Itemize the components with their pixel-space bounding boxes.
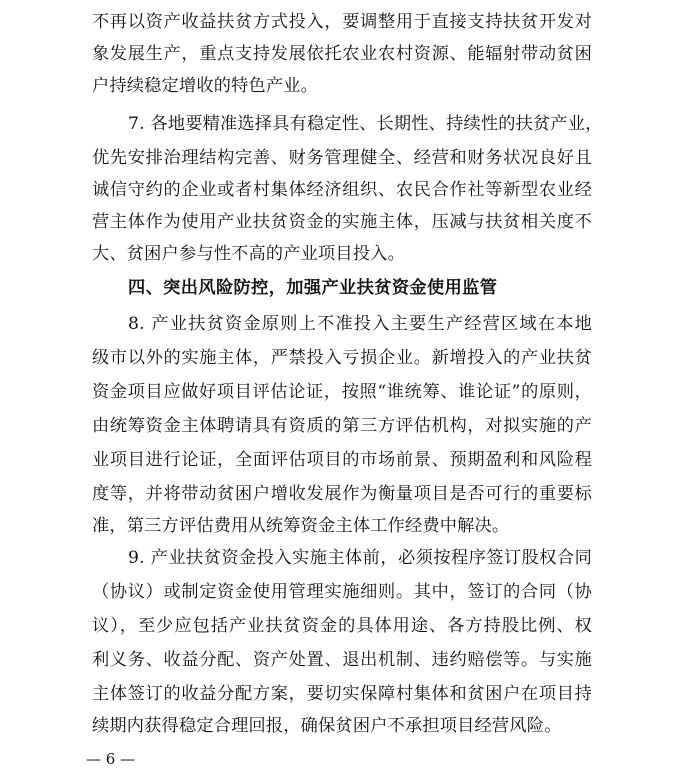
paragraph-item7-line: 大、贫困户参与性不高的产业项目投入。 [92, 244, 405, 264]
paragraph-continuation-line: 户持续稳定增收的特色产业。 [92, 76, 319, 96]
paragraph-item7-line: 优先安排治理结构完善、财务管理健全、经营和财务状况良好且 [92, 148, 592, 168]
paragraph-item8-line: 资金项目应做好项目评估论证，按照“谁统筹、谁论证”的原则， [92, 382, 592, 402]
paragraph-continuation-line: 不再以资产收益扶贫方式投入，要调整用于直接支持扶贫开发对 [92, 12, 592, 32]
section-heading: 四、突出风险防控，加强产业扶贫资金使用监管 [128, 278, 498, 298]
paragraph-item7-line: 7. 各地要精准选择具有稳定性、长期性、持续性的扶贫产业， [128, 114, 603, 134]
paragraph-item9-line: 续期内获得稳定合理回报，确保贫困户不承担项目经营风险。 [92, 716, 562, 736]
paragraph-item9-line: 9. 产业扶贫资金投入实施主体前，必须按程序签订股权合同 [128, 548, 592, 568]
paragraph-item9-line: （协议）或制定资金使用管理实施细则。其中，签订的合同（协 [92, 582, 592, 602]
paragraph-item9-line: 议），至少应包括产业扶贫资金的具体用途、各方持股比例、权 [92, 616, 592, 636]
paragraph-item8-line: 度等，并将带动贫困户增收发展作为衡量项目是否可行的重要标 [92, 484, 592, 504]
paragraph-item8-line: 由统筹资金主体聘请具有资质的第三方评估机构，对拟实施的产 [92, 416, 592, 436]
paragraph-item9-line: 利义务、收益分配、资产处置、退出机制、违约赔偿等。与实施 [92, 650, 592, 670]
paragraph-item8-line: 准，第三方评估费用从统筹资金主体工作经费中解决。 [92, 516, 510, 536]
paragraph-item8-line: 业项目进行论证，全面评估项目的市场前景、预期盈利和风险程 [92, 450, 592, 470]
page-number: — 6 — [86, 750, 136, 768]
paragraph-item7-line: 诚信守约的企业或者村集体经济组织、农民合作社等新型农业经 [92, 180, 592, 200]
paragraph-item9-line: 主体签订的收益分配方案，要切实保障村集体和贫困户在项目持 [92, 684, 592, 704]
paragraph-item8-line: 级市以外的实施主体，严禁投入亏损企业。新增投入的产业扶贫 [92, 348, 592, 368]
paragraph-item8-line: 8. 产业扶贫资金原则上不准投入主要生产经营区域在本地 [128, 314, 592, 334]
paragraph-item7-line: 营主体作为使用产业扶贫资金的实施主体，压减与扶贫相关度不 [92, 212, 592, 232]
paragraph-continuation-line: 象发展生产，重点支持发展依托农业农村资源、能辐射带动贫困 [92, 44, 592, 64]
